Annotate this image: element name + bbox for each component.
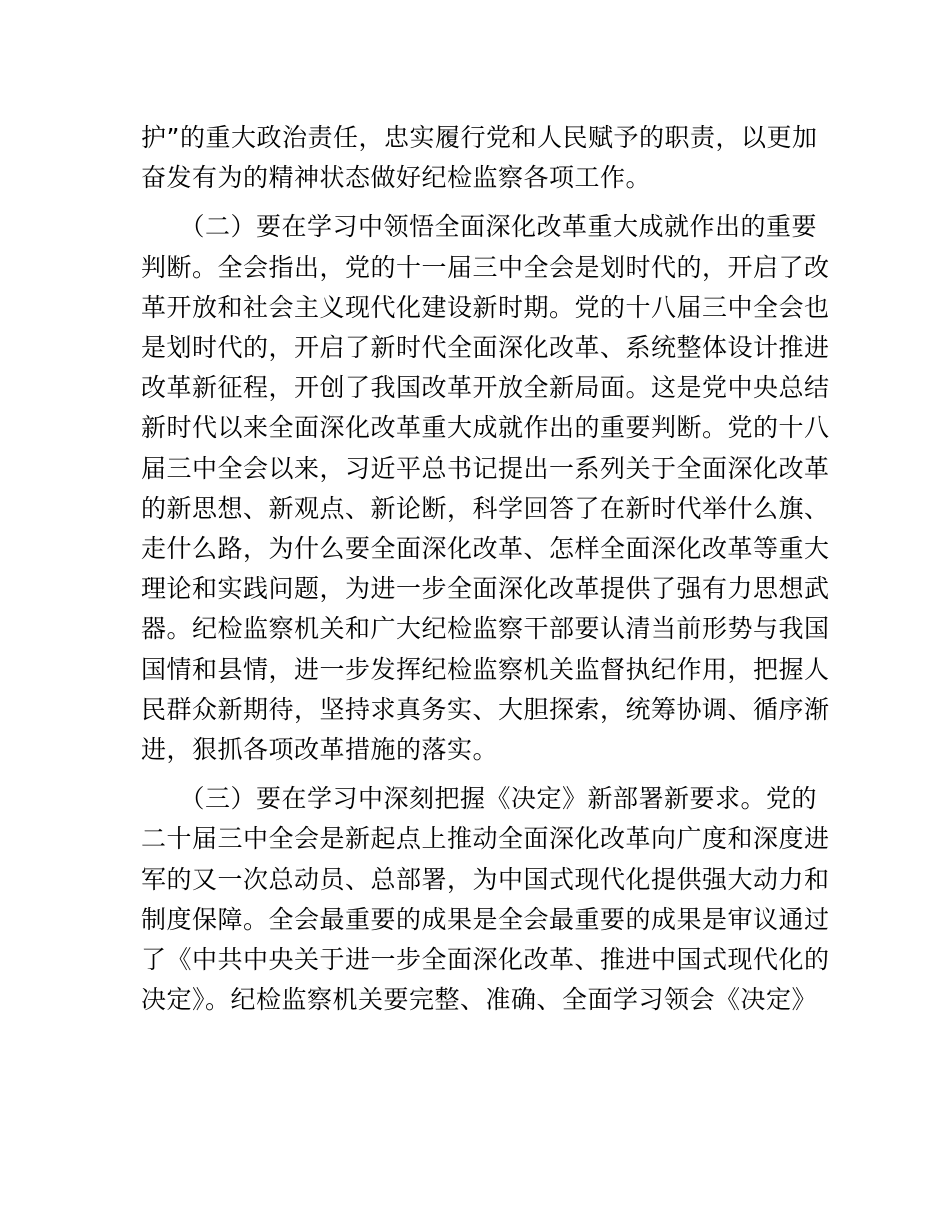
text-line: 新时代以来全面深化改革重大成就作出的重要判断。党的十八 [141, 413, 830, 443]
paragraph-1 [141, 118, 818, 198]
text-line: 的新思想、新观点、新论断，科学回答了在新时代举什么旗、 [141, 493, 830, 523]
paragraph-2 [141, 207, 830, 770]
text-line: 护”的重大政治责任，忠实履行党和人民赋予的职责，以更加 [141, 123, 818, 152]
text-line: 器。纪检监察机关和广大纪检监察干部要认清当前形势与我国 [141, 614, 830, 644]
text-line: 革开放和社会主义现代化建设新时期。党的十八届三中全会也 [141, 292, 830, 322]
text-line: 二十届三中全会是新起点上推动全面深化改革向广度和深度进 [141, 824, 830, 854]
text-line: 奋发有为的精神状态做好纪检监察各项工作。 [141, 163, 652, 193]
text-line: 决定》。纪检监察机关要完整、准确、全面学习领会《决定》 [141, 985, 818, 1015]
text-line: 走什么路，为什么要全面深化改革、怎样全面深化改革等重大 [141, 534, 830, 564]
text-line: 届三中全会以来，习近平总书记提出一系列关于全面深化改革 [141, 453, 830, 483]
text-line: 改革新征程，开创了我国改革开放全新局面。这是党中央总结 [141, 373, 830, 403]
text-line: 民群众新期待，坚持求真务实、大胆探索，统筹协调、循序渐 [141, 694, 830, 724]
text-line: 进，狠抓各项改革措施的落实。 [141, 735, 499, 765]
paragraph-3 [141, 779, 830, 1020]
text-line: （三）要在学习中深刻把握《决定》新部署新要求。党的 [141, 784, 818, 814]
text-line: 制度保障。全会最重要的成果是全会最重要的成果是审议通过 [141, 904, 830, 934]
text-line: 了《中共中央关于进一步全面深化改革、推进中国式现代化的 [141, 945, 830, 975]
document-body [141, 118, 830, 1029]
text-line: 军的又一次总动员、总部署，为中国式现代化提供强大动力和 [141, 864, 830, 894]
text-line: 判断。全会指出，党的十一届三中全会是划时代的，开启了改 [141, 252, 830, 282]
text-line: （二）要在学习中领悟全面深化改革重大成就作出的重要 [141, 212, 818, 242]
text-line: 是划时代的，开启了新时代全面深化改革、系统整体设计推进 [141, 333, 830, 363]
text-line: 国情和县情，进一步发挥纪检监察机关监督执纪作用，把握人 [141, 654, 830, 684]
text-line: 理论和实践问题，为进一步全面深化改革提供了强有力思想武 [141, 574, 830, 604]
